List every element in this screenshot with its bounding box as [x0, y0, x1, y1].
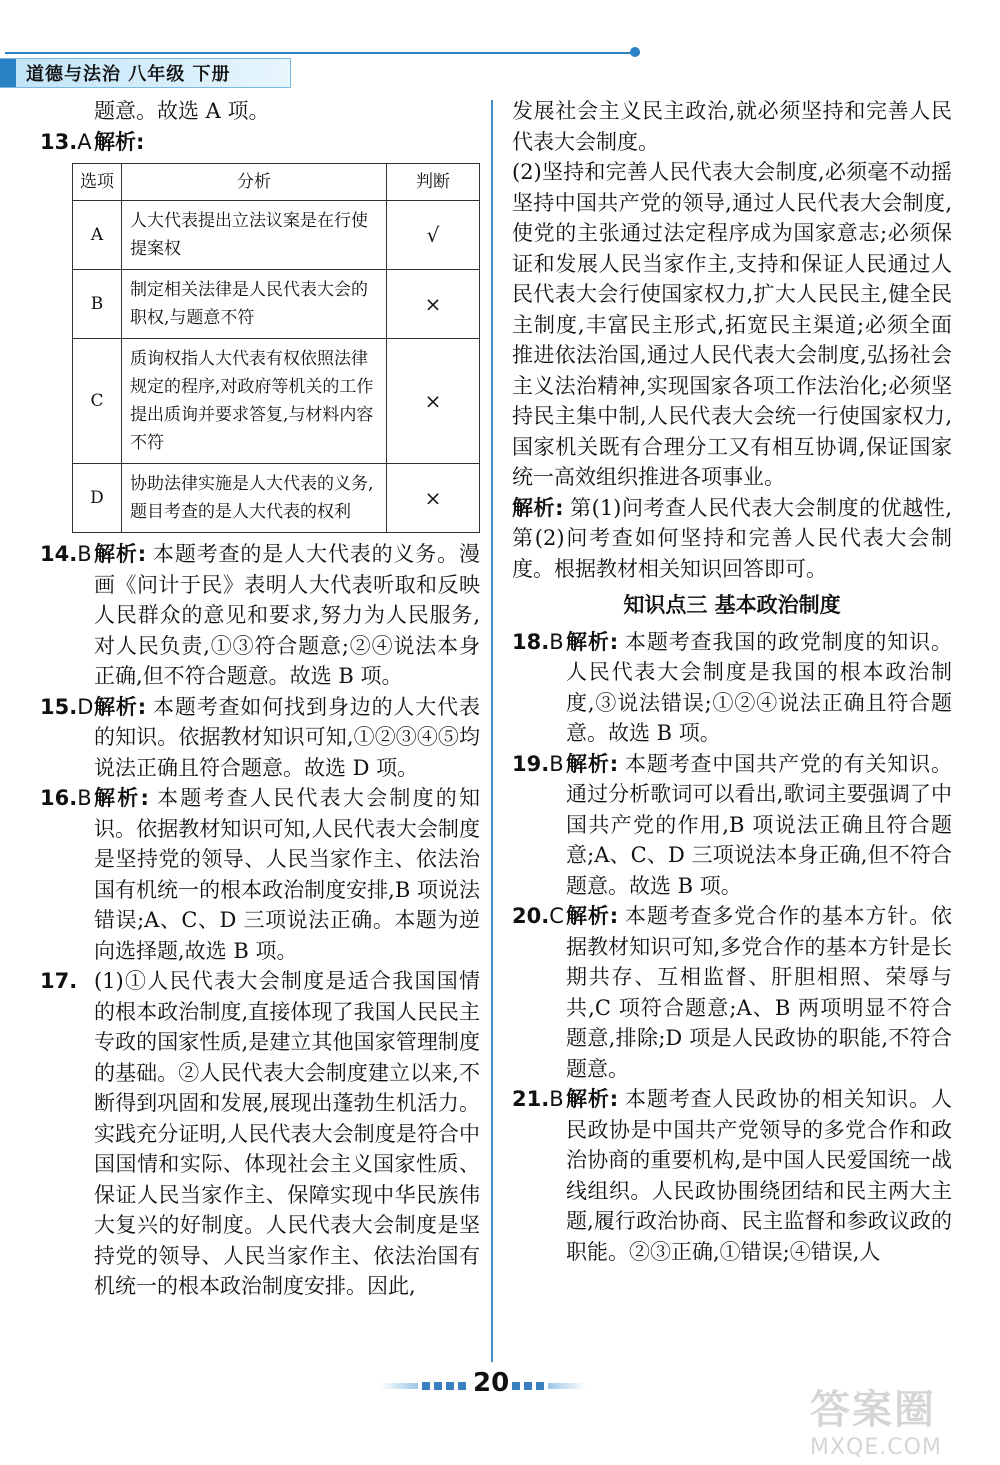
- watermark-url: MXQE.COM: [810, 1435, 942, 1460]
- column-divider: [491, 100, 493, 1362]
- header-rule: [5, 52, 640, 54]
- question-16: [40, 783, 480, 966]
- page-number: 20: [473, 1368, 510, 1398]
- analysis-label: 解析:: [94, 694, 147, 719]
- question-number: 13.A: [40, 129, 92, 154]
- question-17: [40, 966, 480, 1302]
- analysis-label: 解析:: [566, 904, 619, 928]
- judgement-cell: ×: [387, 464, 480, 533]
- table-row: [73, 464, 480, 533]
- question-14: [40, 539, 480, 692]
- question-text: 本题考查的是人大代表的义务。漫画《问计于民》表明人大代表听取和反映人民群众的意见和要求,努力为人民服务,对人民负责,①③符合题意;②④说法本身正确,但不符合题意。故选 B 项。: [94, 542, 481, 688]
- q17-part-2: (2)坚持和完善人民代表大会制度,必须毫不动摇坚持中国共产党的领导,通过人民代表大会制度,使党的主张通过法定程序成为国家意志;必须保证和发展人民当家作主,支持和保证人民通过人民代表大会行使国家权力,扩大人民民主,健全民主制度,丰富民主形式,拓宽民主渠道;必须全面推进依法治国,通过人民代表大会制度,弘扬社会主义法治精神,实现国家各项工作法治化;必须坚持民主集中制,人民代表大会统一行使国家权力,国家机关既有合理分工又有相互协调,保证国家统一高效组织推进各项事业。: [512, 160, 952, 489]
- analysis-cell: 协助法律实施是人大代表的义务,题目考查的是人大代表的权利: [122, 464, 387, 533]
- question-15: [40, 692, 480, 784]
- table-header: 分析: [122, 164, 387, 201]
- left-column: [40, 96, 480, 1302]
- footer-square: [422, 1382, 430, 1390]
- question-18: [512, 627, 952, 749]
- question-19: [512, 749, 952, 902]
- question-number: 18.B: [512, 629, 564, 654]
- analysis-label: 解析:: [94, 786, 149, 810]
- question-text: 本题考查多党合作的基本方针。依据教材知识可知,多党合作的基本方针是长期共存、互相监督、肝胆相照、荣辱与共,C 项符合题意;A、B 两项明显不符合题意,排除;D 项是人民政协的职能,不符合题意。: [566, 904, 953, 1081]
- question-number: 19.B: [512, 751, 564, 776]
- footer-square: [458, 1382, 466, 1390]
- header-rule-dot: [630, 47, 640, 57]
- header-mark: [0, 59, 16, 87]
- footer-square: [524, 1382, 532, 1390]
- question-text: 本题考查人民政协的相关知识。人民政协是中国共产党领导的多党合作和政治协商的重要机构,是中国人民爱国统一战线组织。人民政协围绕团结和民主两大主题,履行政治协商、民主监督和参政议政的职能。②③正确,①错误;④错误,人: [566, 1087, 953, 1264]
- watermark: [810, 1378, 990, 1458]
- right-column: [512, 96, 952, 1267]
- footer-streak-right: [548, 1383, 586, 1389]
- watermark-logo: 答案圈: [810, 1387, 936, 1433]
- analysis-text: 第(1)问考查人民代表大会制度的优越性,第(2)问考查如何坚持和完善人民代表大会制度。根据教材相关知识回答即可。: [512, 495, 952, 581]
- table-header: 判断: [387, 164, 480, 201]
- question-text: 本题考查我国的政党制度的知识。人民代表大会制度是我国的根本政治制度,③说法错误;①②④说法正确且符合题意。故选 B 项。: [566, 629, 953, 745]
- book-title: 道德与法治 八年级 下册: [26, 64, 231, 85]
- analysis-label: 解析:: [566, 629, 619, 654]
- prev-continuation: 题意。故选 A 项。: [94, 99, 270, 123]
- analysis-label: 解析:: [512, 495, 564, 520]
- question-text: 本题考查如何找到身边的人大代表的知识。依据教材知识可知,①②③④⑤均说法正确且符合题意。故选 D 项。: [94, 694, 481, 780]
- analysis-label: 解析:: [566, 1087, 619, 1111]
- q17-analysis: [512, 493, 952, 585]
- q17-continuation: 发展社会主义民主政治,就必须坚持和完善人民代表大会制度。: [512, 99, 952, 154]
- analysis-table: [72, 163, 480, 533]
- analysis-cell: 质询权指人大代表有权依照法律规定的程序,对政府等机关的工作提出质询并要求答复,与材料内容不符: [122, 339, 387, 464]
- option-cell: C: [73, 339, 122, 464]
- question-number: 15.D: [40, 694, 94, 719]
- page-header: [0, 50, 640, 86]
- analysis-label: 解析:: [94, 542, 147, 566]
- question-text: 本题考查人民代表大会制度的知识。依据教材知识可知,人民代表大会制度是坚持党的领导、人民当家作主、依法治国有机统一的根本政治制度安排,B 项说法错误;A、C、D 三项说法正确。本题为逆向选择题,故选 B 项。: [94, 786, 481, 963]
- table-header-row: [73, 164, 480, 201]
- analysis-label: 解析:: [566, 751, 619, 776]
- footer-square: [446, 1382, 454, 1390]
- question-number: 21.B: [512, 1087, 564, 1111]
- option-cell: B: [73, 270, 122, 339]
- footer-streak-left: [380, 1383, 418, 1389]
- table-row: [73, 201, 480, 270]
- question-text: 本题考查中国共产党的有关知识。通过分析歌词可以看出,歌词主要强调了中国共产党的作用,B 项说法正确且符合题意;A、C、D 三项说法本身正确,但不符合题意。故选 B 项。: [566, 751, 953, 898]
- section-heading: 知识点三 基本政治制度: [623, 593, 841, 617]
- question-text: (1)①人民代表大会制度是适合我国国情的根本政治制度,直接体现了我国人民民主专政的国家性质,是建立其他国家管理制度的基础。②人民代表大会制度建立以来,不断得到巩固和发展,展现出蓬勃生机活力。实践充分证明,人民代表大会制度是符合中国国情和实际、体现社会主义国家性质、保证人民当家作主、保障实现中华民族伟大复兴的好制度。人民代表大会制度是坚持党的领导、人民当家作主、依法治国有机统一的根本政治制度安排。因此,: [94, 969, 480, 1298]
- footer-square: [536, 1382, 544, 1390]
- table-row: [73, 270, 480, 339]
- option-cell: A: [73, 201, 122, 270]
- table-row: [73, 339, 480, 464]
- footer-square: [512, 1382, 520, 1390]
- question-number: 16.B: [40, 786, 92, 810]
- option-cell: D: [73, 464, 122, 533]
- analysis-cell: 人大代表提出立法议案是在行使提案权: [122, 201, 387, 270]
- footer-square: [434, 1382, 442, 1390]
- analysis-label: 解析:: [94, 129, 145, 154]
- analysis-cell: 制定相关法律是人民代表大会的职权,与题意不符: [122, 270, 387, 339]
- judgement-cell: √: [387, 201, 480, 270]
- judgement-cell: ×: [387, 270, 480, 339]
- table-header: 选项: [73, 164, 122, 201]
- question-number: 14.B: [40, 542, 92, 566]
- header-tab: [0, 58, 291, 88]
- question-number: 17.: [40, 969, 78, 993]
- question-13: [40, 127, 480, 158]
- question-21: [512, 1084, 952, 1267]
- question-20: [512, 901, 952, 1084]
- question-number: 20.C: [512, 904, 564, 928]
- judgement-cell: ×: [387, 339, 480, 464]
